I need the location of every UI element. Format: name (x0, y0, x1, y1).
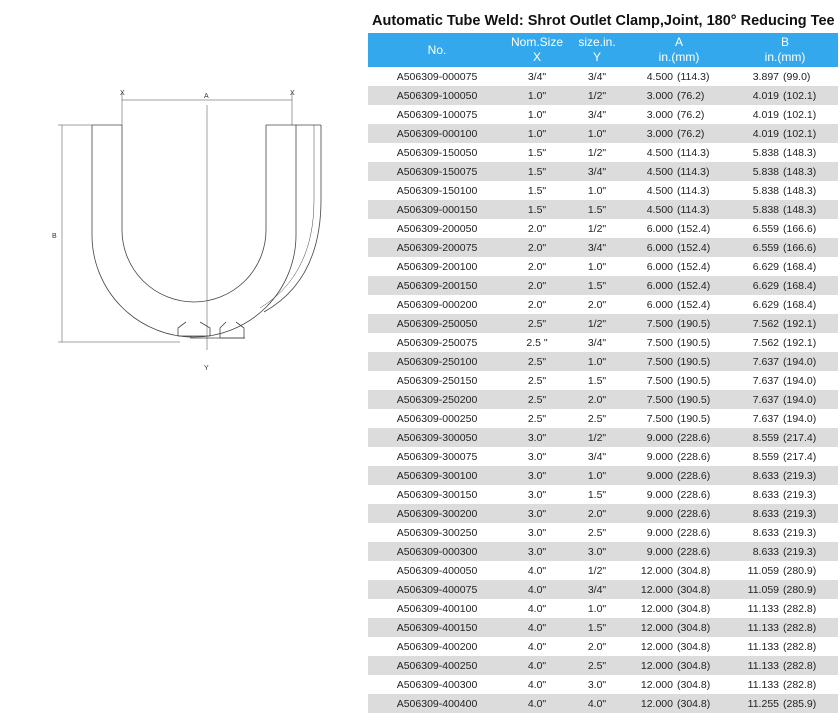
cell-dim-a: 3.000 (76.2) (626, 105, 732, 124)
table-row (368, 694, 838, 713)
cell-part-no: A506309-300100 (368, 466, 506, 485)
cell-size-in: 3/4" (568, 67, 626, 86)
cell-dim-b: 8.633 (219.3) (732, 485, 838, 504)
cell-dim-b: 11.255 (285.9) (732, 694, 838, 713)
table-row (368, 504, 838, 523)
wall-thickness-outline (264, 125, 321, 312)
cell-part-no: A506309-300150 (368, 485, 506, 504)
table-row (368, 143, 838, 162)
cell-dim-a: 4.500 (114.3) (626, 162, 732, 181)
cell-size-in: 1/2" (568, 314, 626, 333)
cell-size-in: 3/4" (568, 333, 626, 352)
cell-part-no: A506309-000200 (368, 295, 506, 314)
cell-dim-b: 6.559 (166.6) (732, 219, 838, 238)
cell-size-in: 1.0" (568, 466, 626, 485)
cell-dim-b: 11.133 (282.8) (732, 637, 838, 656)
cell-part-no: A506309-250100 (368, 352, 506, 371)
cell-size-in: 2.5" (568, 523, 626, 542)
table-row (368, 86, 838, 105)
cell-part-no: A506309-400050 (368, 561, 506, 580)
label-a: A (204, 93, 209, 100)
cell-dim-b: 5.838 (148.3) (732, 200, 838, 219)
cell-dim-b: 5.838 (148.3) (732, 143, 838, 162)
cell-size-in: 1.5" (568, 618, 626, 637)
cell-dim-a: 9.000 (228.6) (626, 523, 732, 542)
cell-dim-b: 11.059 (280.9) (732, 561, 838, 580)
table-row (368, 200, 838, 219)
cell-part-no: A506309-000300 (368, 542, 506, 561)
cell-size-in: 1.5" (568, 371, 626, 390)
cell-size-in: 1.5" (568, 200, 626, 219)
cell-nom-size: 3.0" (506, 466, 568, 485)
cell-size-in: 2.5" (568, 409, 626, 428)
label-b: B (52, 233, 57, 240)
cell-dim-a: 12.000 (304.8) (626, 618, 732, 637)
cell-dim-a: 12.000 (304.8) (626, 637, 732, 656)
header-a: A in.(mm) (626, 33, 732, 67)
table-row (368, 371, 838, 390)
cell-dim-a: 4.500 (114.3) (626, 67, 732, 86)
table-row (368, 124, 838, 143)
cell-dim-b: 11.133 (282.8) (732, 656, 838, 675)
cell-dim-b: 7.637 (194.0) (732, 390, 838, 409)
cell-part-no: A506309-000250 (368, 409, 506, 428)
cell-dim-b: 5.838 (148.3) (732, 181, 838, 200)
cell-part-no: A506309-400400 (368, 694, 506, 713)
cell-dim-a: 6.000 (152.4) (626, 219, 732, 238)
cell-dim-a: 12.000 (304.8) (626, 599, 732, 618)
header-size-in: size.in. Y (568, 33, 626, 67)
cell-size-in: 2.0" (568, 390, 626, 409)
cell-dim-a: 9.000 (228.6) (626, 428, 732, 447)
cell-size-in: 1/2" (568, 86, 626, 105)
cell-dim-a: 7.500 (190.5) (626, 409, 732, 428)
cell-nom-size: 3/4" (506, 67, 568, 86)
cell-size-in: 1/2" (568, 428, 626, 447)
spec-table (368, 33, 838, 713)
cell-size-in: 1/2" (568, 219, 626, 238)
cell-part-no: A506309-100075 (368, 105, 506, 124)
table-row (368, 656, 838, 675)
cell-part-no: A506309-400075 (368, 580, 506, 599)
cell-part-no: A506309-250150 (368, 371, 506, 390)
cell-nom-size: 3.0" (506, 428, 568, 447)
cell-nom-size: 4.0" (506, 580, 568, 599)
cell-size-in: 3/4" (568, 447, 626, 466)
table-row (368, 561, 838, 580)
table-row (368, 542, 838, 561)
cell-dim-b: 7.637 (194.0) (732, 371, 838, 390)
table-row (368, 238, 838, 257)
table-row (368, 485, 838, 504)
cell-size-in: 2.5" (568, 656, 626, 675)
table-body (368, 67, 838, 713)
cell-dim-b: 7.562 (192.1) (732, 333, 838, 352)
cell-nom-size: 2.0" (506, 276, 568, 295)
page-title: Automatic Tube Weld: Shrot Outlet Clamp,Joint, 180° Reducing Tee (372, 13, 835, 29)
table-row (368, 675, 838, 694)
cell-dim-a: 12.000 (304.8) (626, 656, 732, 675)
cell-nom-size: 3.0" (506, 542, 568, 561)
table-row (368, 257, 838, 276)
cell-nom-size: 4.0" (506, 656, 568, 675)
cell-dim-b: 7.637 (194.0) (732, 409, 838, 428)
cell-size-in: 1.0" (568, 124, 626, 143)
cell-part-no: A506309-200100 (368, 257, 506, 276)
cell-dim-b: 11.133 (282.8) (732, 618, 838, 637)
cell-part-no: A506309-300250 (368, 523, 506, 542)
table-row (368, 618, 838, 637)
table-row (368, 428, 838, 447)
cell-part-no: A506309-000100 (368, 124, 506, 143)
table-row (368, 352, 838, 371)
cell-size-in: 1/2" (568, 561, 626, 580)
cell-nom-size: 3.0" (506, 485, 568, 504)
cell-dim-a: 3.000 (76.2) (626, 124, 732, 143)
cell-nom-size: 2.5" (506, 371, 568, 390)
table-row (368, 637, 838, 656)
cell-size-in: 2.0" (568, 504, 626, 523)
table-row (368, 580, 838, 599)
cell-dim-b: 8.633 (219.3) (732, 542, 838, 561)
cell-size-in: 1.5" (568, 485, 626, 504)
cell-nom-size: 1.0" (506, 105, 568, 124)
label-y: Y (204, 365, 209, 372)
cell-dim-b: 6.629 (168.4) (732, 257, 838, 276)
cell-part-no: A506309-400150 (368, 618, 506, 637)
cell-dim-a: 12.000 (304.8) (626, 675, 732, 694)
cell-dim-a: 9.000 (228.6) (626, 542, 732, 561)
cell-nom-size: 2.5 " (506, 333, 568, 352)
cell-dim-b: 4.019 (102.1) (732, 86, 838, 105)
cell-nom-size: 3.0" (506, 523, 568, 542)
cell-dim-b: 5.838 (148.3) (732, 162, 838, 181)
cell-nom-size: 4.0" (506, 694, 568, 713)
cell-nom-size: 2.0" (506, 219, 568, 238)
cell-dim-b: 11.133 (282.8) (732, 599, 838, 618)
cell-part-no: A506309-250200 (368, 390, 506, 409)
cell-dim-a: 12.000 (304.8) (626, 694, 732, 713)
cell-nom-size: 4.0" (506, 637, 568, 656)
cell-part-no: A506309-200075 (368, 238, 506, 257)
table-row (368, 295, 838, 314)
cell-size-in: 2.0" (568, 295, 626, 314)
cell-size-in: 1.0" (568, 599, 626, 618)
cell-part-no: A506309-150100 (368, 181, 506, 200)
header-b: B in.(mm) (732, 33, 838, 67)
cell-dim-b: 4.019 (102.1) (732, 105, 838, 124)
cell-dim-a: 9.000 (228.6) (626, 485, 732, 504)
cell-part-no: A506309-200050 (368, 219, 506, 238)
cell-size-in: 1.0" (568, 352, 626, 371)
cell-nom-size: 3.0" (506, 504, 568, 523)
cell-dim-b: 3.897 (99.0) (732, 67, 838, 86)
label-x-left: X (120, 90, 125, 97)
table-row (368, 276, 838, 295)
table-row (368, 523, 838, 542)
cell-nom-size: 1.5" (506, 181, 568, 200)
cell-dim-a: 3.000 (76.2) (626, 86, 732, 105)
cell-dim-a: 7.500 (190.5) (626, 352, 732, 371)
cell-dim-a: 12.000 (304.8) (626, 561, 732, 580)
cell-dim-a: 7.500 (190.5) (626, 371, 732, 390)
cell-nom-size: 2.5" (506, 314, 568, 333)
table-row (368, 466, 838, 485)
cell-dim-a: 9.000 (228.6) (626, 447, 732, 466)
cell-dim-a: 4.500 (114.3) (626, 181, 732, 200)
cell-nom-size: 4.0" (506, 675, 568, 694)
cell-part-no: A506309-300075 (368, 447, 506, 466)
cell-part-no: A506309-400100 (368, 599, 506, 618)
cell-nom-size: 4.0" (506, 599, 568, 618)
cell-part-no: A506309-250075 (368, 333, 506, 352)
table-row (368, 67, 838, 86)
cell-dim-a: 7.500 (190.5) (626, 333, 732, 352)
cell-size-in: 2.0" (568, 637, 626, 656)
cell-size-in: 3/4" (568, 105, 626, 124)
cell-nom-size: 1.0" (506, 124, 568, 143)
cell-dim-b: 8.633 (219.3) (732, 504, 838, 523)
cell-dim-a: 4.500 (114.3) (626, 200, 732, 219)
table-row (368, 314, 838, 333)
cell-dim-b: 8.633 (219.3) (732, 523, 838, 542)
cell-size-in: 4.0" (568, 694, 626, 713)
cell-nom-size: 2.0" (506, 257, 568, 276)
outer-bend-outline (92, 125, 296, 337)
cell-dim-b: 8.559 (217.4) (732, 447, 838, 466)
cell-part-no: A506309-400200 (368, 637, 506, 656)
cell-dim-a: 7.500 (190.5) (626, 314, 732, 333)
cell-part-no: A506309-300050 (368, 428, 506, 447)
table-row (368, 162, 838, 181)
cell-size-in: 3.0" (568, 542, 626, 561)
table-header-row (368, 33, 838, 67)
header-nom-size: Nom.Size X (506, 33, 568, 67)
cell-dim-a: 9.000 (228.6) (626, 466, 732, 485)
cell-dim-b: 11.059 (280.9) (732, 580, 838, 599)
cell-dim-b: 7.637 (194.0) (732, 352, 838, 371)
header-no: No. (368, 33, 506, 67)
cell-nom-size: 2.0" (506, 238, 568, 257)
cell-dim-b: 6.629 (168.4) (732, 276, 838, 295)
table-row (368, 447, 838, 466)
cell-nom-size: 1.0" (506, 86, 568, 105)
cell-size-in: 1.0" (568, 181, 626, 200)
cell-nom-size: 2.5" (506, 390, 568, 409)
table-row (368, 105, 838, 124)
cell-part-no: A506309-400250 (368, 656, 506, 675)
cell-dim-a: 6.000 (152.4) (626, 238, 732, 257)
cell-part-no: A506309-150075 (368, 162, 506, 181)
table-row (368, 390, 838, 409)
cell-nom-size: 3.0" (506, 447, 568, 466)
cell-nom-size: 4.0" (506, 618, 568, 637)
cell-size-in: 3/4" (568, 162, 626, 181)
cell-nom-size: 4.0" (506, 561, 568, 580)
cell-dim-a: 9.000 (228.6) (626, 504, 732, 523)
cell-part-no: A506309-150050 (368, 143, 506, 162)
cell-part-no: A506309-250050 (368, 314, 506, 333)
cell-dim-a: 6.000 (152.4) (626, 295, 732, 314)
cell-nom-size: 2.5" (506, 352, 568, 371)
cell-size-in: 3/4" (568, 238, 626, 257)
cell-dim-b: 7.562 (192.1) (732, 314, 838, 333)
inner-bend-outline (122, 125, 266, 302)
cell-dim-b: 6.559 (166.6) (732, 238, 838, 257)
table-row (368, 333, 838, 352)
fitting-drawing (40, 80, 340, 380)
cell-part-no: A506309-000150 (368, 200, 506, 219)
cell-size-in: 1.5" (568, 276, 626, 295)
cell-nom-size: 2.5" (506, 409, 568, 428)
cell-dim-a: 4.500 (114.3) (626, 143, 732, 162)
cell-dim-a: 7.500 (190.5) (626, 390, 732, 409)
cell-part-no: A506309-200150 (368, 276, 506, 295)
cell-nom-size: 1.5" (506, 143, 568, 162)
cell-dim-a: 12.000 (304.8) (626, 580, 732, 599)
cell-dim-a: 6.000 (152.4) (626, 276, 732, 295)
cell-size-in: 3.0" (568, 675, 626, 694)
cell-nom-size: 1.5" (506, 200, 568, 219)
cell-dim-b: 4.019 (102.1) (732, 124, 838, 143)
table-row (368, 219, 838, 238)
cell-dim-b: 8.633 (219.3) (732, 466, 838, 485)
outlet-ferrule (178, 322, 210, 336)
table-row (368, 181, 838, 200)
cell-dim-b: 8.559 (217.4) (732, 428, 838, 447)
cell-nom-size: 1.5" (506, 162, 568, 181)
table-row (368, 599, 838, 618)
cell-dim-b: 6.629 (168.4) (732, 295, 838, 314)
cell-size-in: 3/4" (568, 580, 626, 599)
table-row (368, 409, 838, 428)
cell-dim-a: 6.000 (152.4) (626, 257, 732, 276)
cell-size-in: 1/2" (568, 143, 626, 162)
cell-part-no: A506309-300200 (368, 504, 506, 523)
cell-nom-size: 2.0" (506, 295, 568, 314)
cell-part-no: A506309-100050 (368, 86, 506, 105)
cell-size-in: 1.0" (568, 257, 626, 276)
cell-part-no: A506309-400300 (368, 675, 506, 694)
cell-dim-b: 11.133 (282.8) (732, 675, 838, 694)
label-x-right: X (290, 90, 295, 97)
cell-part-no: A506309-000075 (368, 67, 506, 86)
